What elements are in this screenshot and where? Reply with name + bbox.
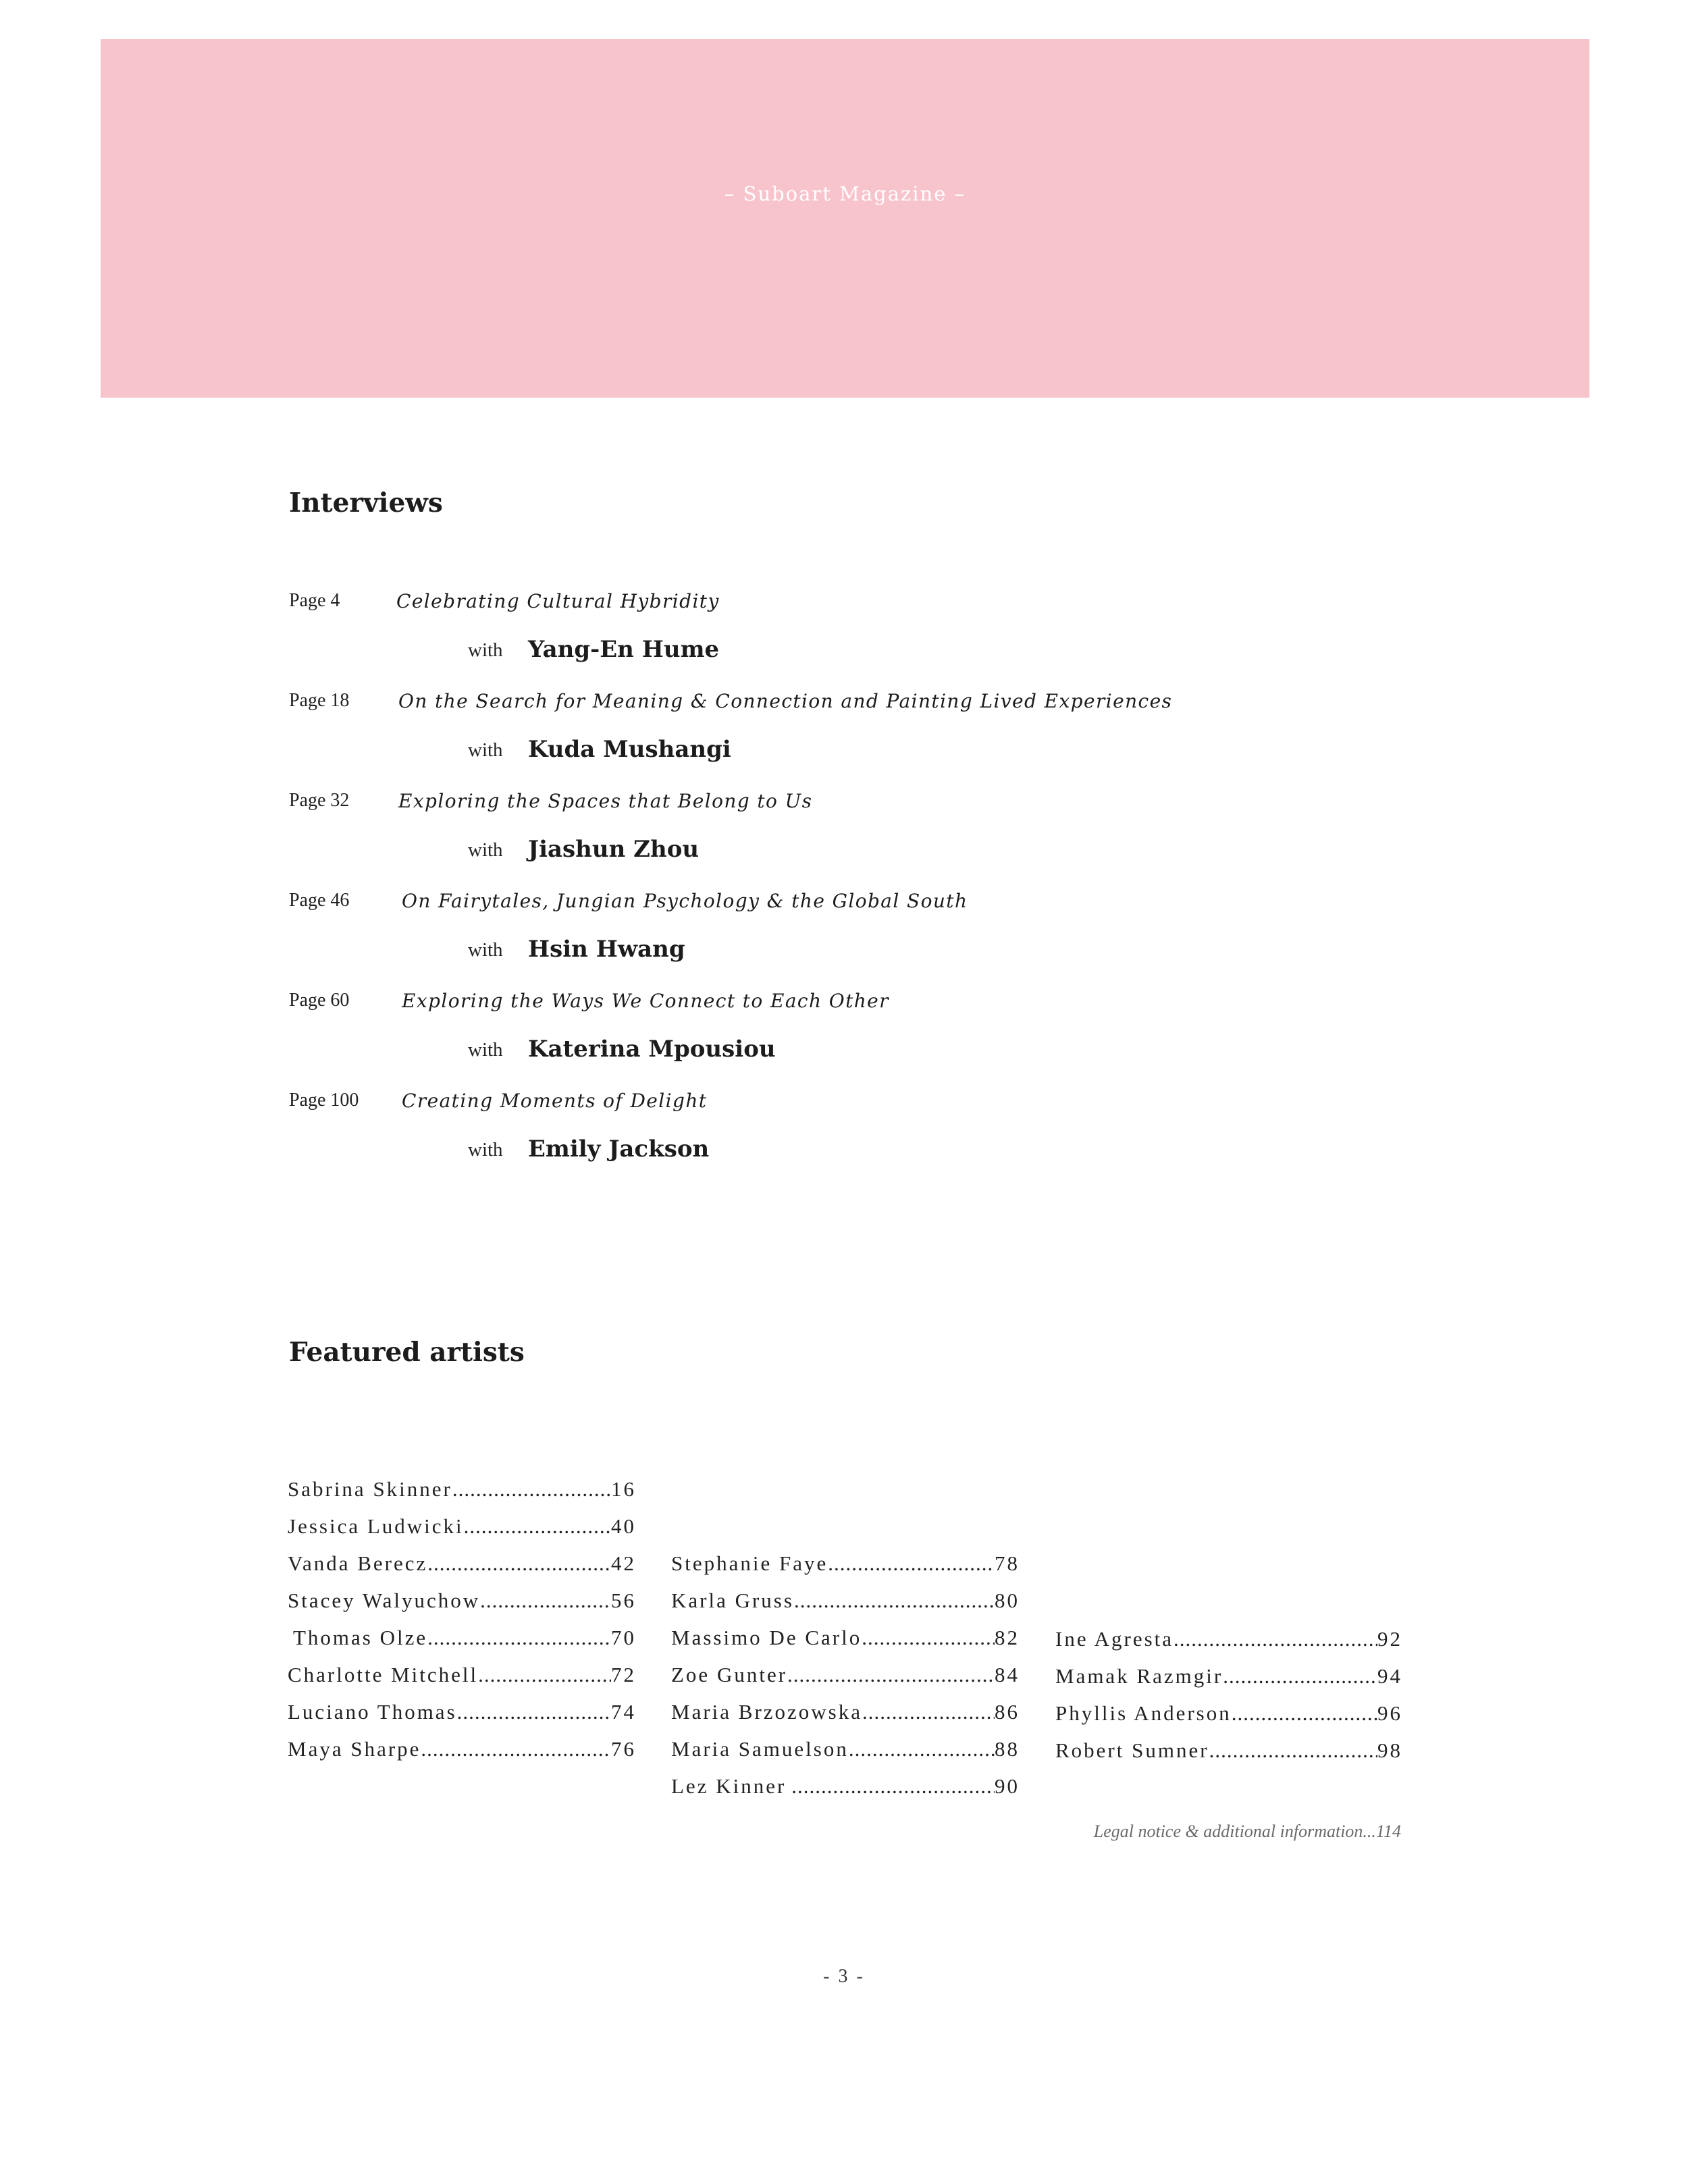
dot-leader xyxy=(862,1700,995,1724)
artist-page: 80 xyxy=(995,1589,1020,1612)
artist-name: Lez Kinner xyxy=(671,1774,787,1798)
artist-page: 92 xyxy=(1377,1627,1402,1651)
artist-entry xyxy=(671,1589,1020,1613)
artist-name: Massimo De Carlo xyxy=(671,1626,862,1649)
artist-name: Ine Agresta xyxy=(1055,1627,1174,1651)
artist-name: Vanda Berecz xyxy=(288,1551,428,1575)
dot-leader xyxy=(452,1477,611,1501)
artist-page: 70 xyxy=(611,1626,636,1649)
dot-leader xyxy=(427,1551,611,1576)
artist-name: Maria Brzozowska xyxy=(671,1700,862,1724)
artist-page: 84 xyxy=(995,1663,1020,1686)
interview-page-label: Page 60 xyxy=(289,990,350,1011)
interview-title: Celebrating Cultural Hybridity xyxy=(396,590,720,612)
interview-page-label: Page 32 xyxy=(289,790,350,811)
artist-entry xyxy=(1055,1664,1402,1688)
interviewee-name: Kuda Mushangi xyxy=(528,736,731,763)
artist-name: Maria Samuelson xyxy=(671,1737,849,1761)
artist-entry xyxy=(288,1589,636,1613)
artist-entry xyxy=(671,1551,1020,1576)
artist-name: Mamak Razmgir xyxy=(1055,1664,1223,1688)
dot-leader xyxy=(457,1700,611,1724)
artist-name: Thomas Olze xyxy=(293,1626,428,1649)
dot-leader xyxy=(1173,1627,1377,1651)
artist-entry xyxy=(671,1626,1020,1650)
dot-leader xyxy=(794,1589,995,1613)
featured-artists-heading: Featured artists xyxy=(289,1337,525,1368)
dot-leader xyxy=(427,1626,611,1650)
dot-leader xyxy=(849,1737,995,1761)
dot-leader xyxy=(862,1626,995,1650)
artist-entry xyxy=(288,1663,636,1687)
artist-name: Sabrina Skinner xyxy=(288,1477,452,1501)
artist-page: 16 xyxy=(611,1477,636,1501)
artist-entry xyxy=(288,1551,636,1576)
artist-page: 76 xyxy=(611,1737,636,1761)
dot-leader xyxy=(787,1663,995,1687)
artist-page: 82 xyxy=(995,1626,1020,1649)
with-label: with xyxy=(468,639,503,661)
dot-leader xyxy=(1209,1738,1377,1763)
dot-leader xyxy=(480,1589,611,1613)
artist-entry xyxy=(671,1663,1020,1687)
interview-page-label: Page 4 xyxy=(289,590,340,611)
artist-name: Maya Sharpe xyxy=(288,1737,421,1761)
artist-entry xyxy=(671,1774,1020,1799)
interview-title: On the Search for Meaning & Connection and Painting Lived Experiences xyxy=(398,690,1173,712)
artist-entry xyxy=(671,1700,1020,1724)
artist-name: Zoe Gunter xyxy=(671,1663,788,1686)
artist-page: 90 xyxy=(995,1774,1020,1798)
dot-leader xyxy=(1223,1664,1377,1688)
interview-title: Exploring the Spaces that Belong to Us xyxy=(398,790,813,812)
artist-name: Stacey Walyuchow xyxy=(288,1589,481,1612)
artist-page: 72 xyxy=(611,1663,636,1686)
with-label: with xyxy=(468,1039,503,1061)
artist-name: Phyllis Anderson xyxy=(1055,1701,1232,1725)
artist-page: 94 xyxy=(1377,1664,1402,1688)
artist-name: Robert Sumner xyxy=(1055,1738,1209,1762)
dot-leader xyxy=(478,1663,611,1687)
artist-entry xyxy=(671,1737,1020,1761)
interviewee-name: Jiashun Zhou xyxy=(528,836,700,863)
dot-leader xyxy=(828,1551,995,1576)
artist-page: 56 xyxy=(611,1589,636,1612)
interviewee-name: Katerina Mpousiou xyxy=(528,1036,776,1063)
page-number: - 3 - xyxy=(823,1966,865,1987)
dot-leader xyxy=(786,1774,995,1799)
with-label: with xyxy=(468,839,503,861)
dot-leader xyxy=(421,1737,611,1761)
artist-name: Stephanie Faye xyxy=(671,1551,828,1575)
artist-entry xyxy=(288,1514,636,1539)
artist-name: Luciano Thomas xyxy=(288,1700,457,1724)
artist-entry xyxy=(1055,1627,1402,1651)
artist-entry xyxy=(288,1626,636,1650)
interview-page-label: Page 18 xyxy=(289,690,350,711)
interviewee-name: Hsin Hwang xyxy=(528,936,685,963)
interviewee-name: Emily Jackson xyxy=(528,1136,710,1163)
with-label: with xyxy=(468,939,503,961)
artist-name: Charlotte Mitchell xyxy=(288,1663,479,1686)
artist-entry xyxy=(288,1737,636,1761)
dot-leader xyxy=(1232,1701,1377,1726)
interview-title: Creating Moments of Delight xyxy=(402,1090,708,1112)
artist-entry xyxy=(288,1477,636,1501)
artist-page: 78 xyxy=(995,1551,1020,1575)
interview-title: On Fairytales, Jungian Psychology & the Global South xyxy=(402,890,968,912)
header-banner xyxy=(101,39,1589,398)
interview-page-label: Page 100 xyxy=(289,1090,359,1111)
with-label: with xyxy=(468,1139,503,1161)
artist-entry xyxy=(288,1700,636,1724)
interview-title: Exploring the Ways We Connect to Each Other xyxy=(402,990,889,1012)
interviews-heading: Interviews xyxy=(289,487,443,518)
artist-page: 74 xyxy=(611,1700,636,1724)
interviewee-name: Yang-En Hume xyxy=(528,636,720,663)
artist-page: 42 xyxy=(611,1551,636,1575)
legal-notice: Legal notice & additional information...114 xyxy=(1093,1821,1401,1841)
artist-page: 40 xyxy=(611,1514,636,1538)
interview-page-label: Page 46 xyxy=(289,890,350,911)
artist-page: 88 xyxy=(995,1737,1020,1761)
magazine-title: – Suboart Magazine – xyxy=(724,182,966,205)
dot-leader xyxy=(464,1514,611,1539)
artist-name: Jessica Ludwicki xyxy=(288,1514,464,1538)
artist-entry xyxy=(1055,1701,1402,1726)
artist-name: Karla Gruss xyxy=(671,1589,794,1612)
artist-page: 96 xyxy=(1377,1701,1402,1725)
artist-page: 98 xyxy=(1377,1738,1402,1762)
artist-page: 86 xyxy=(995,1700,1020,1724)
artist-entry xyxy=(1055,1738,1402,1763)
with-label: with xyxy=(468,739,503,761)
